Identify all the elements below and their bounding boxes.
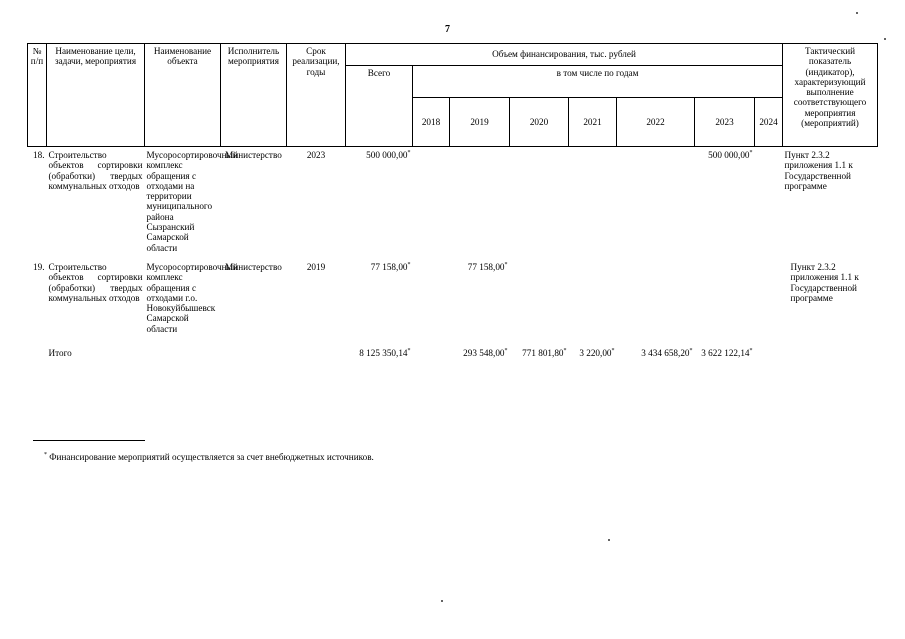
row-2018 (413, 259, 450, 345)
header-num: № п/п (28, 44, 47, 147)
row-indicator: Пункт 2.3.2 приложения 1.1 к Государственной программе (784, 150, 853, 191)
row-term: 2019 (306, 261, 326, 272)
total-2020: 771 801,80* (522, 347, 567, 358)
row-num: 18. (33, 150, 45, 160)
total-row (28, 345, 878, 367)
scan-speck (856, 12, 858, 14)
row-2021 (569, 259, 617, 345)
header-term: Срок реализации, годы (287, 44, 346, 147)
header-year-2022: 2022 (617, 98, 695, 147)
header-year-2019: 2019 (450, 98, 510, 147)
row-executor: Министерство (225, 150, 282, 160)
row-2020 (510, 147, 569, 259)
total-2021: 3 220,00* (579, 347, 615, 358)
row-num: 19. (33, 261, 45, 272)
row-2022 (617, 259, 695, 345)
header-year-2023: 2023 (695, 98, 755, 147)
table-header (28, 44, 878, 147)
table-row (28, 259, 878, 345)
header-year-2024: 2024 (755, 98, 783, 147)
row-2020 (510, 259, 569, 345)
header-year-2020: 2020 (510, 98, 569, 147)
header-by-years: в том числе по годам (413, 66, 783, 98)
header-total: Всего (346, 66, 413, 147)
total-all: 8 125 350,14* (359, 347, 411, 358)
total-2022: 3 434 658,20* (641, 347, 693, 358)
total-label: Итого (48, 347, 72, 358)
scan-speck (608, 539, 610, 541)
row-indicator: Пункт 2.3.2 приложения 1.1 к Государственной программе (790, 261, 859, 303)
table-row (28, 147, 878, 259)
row-object: Мусоросортировочный комплекс обращения с отходами г.о. Новокуйбышевск Самарской области (146, 261, 238, 334)
scan-speck (884, 38, 886, 40)
row-2023: 500 000,00* (708, 149, 753, 160)
row-2024 (755, 259, 783, 345)
header-funding: Объем финансирования, тыс. рублей (346, 44, 783, 66)
header-goal: Наименование цели, задачи, мероприятия (47, 44, 145, 147)
header-year-2018: 2018 (413, 98, 450, 147)
row-goal: Строительство объектов сортировки (обработки) твердых коммунальных отходов (48, 261, 143, 303)
row-2024 (755, 147, 783, 259)
total-2023: 3 622 122,14* (701, 347, 753, 358)
header-object: Наименование объекта (145, 44, 221, 147)
row-total: 500 000,00* (366, 149, 411, 160)
scan-speck (441, 600, 443, 602)
row-term: 2023 (306, 150, 326, 160)
row-object: Мусоросортировочный комплекс обращения с отходами на территории муниципального района Сызранский Самарской области (146, 150, 238, 253)
page-number: 7 (445, 24, 450, 35)
row-total: 77 158,00* (370, 261, 411, 272)
row-2023 (695, 259, 755, 345)
row-goal: Строительство объектов сортировки (обработки) твердых коммунальных отходов (48, 150, 143, 191)
row-2021 (569, 147, 617, 259)
footnote: * Финансирование мероприятий осуществляется за счет внебюджетных источников. (44, 451, 374, 462)
header-year-2021: 2021 (569, 98, 617, 147)
row-executor: Министерство (225, 261, 282, 272)
row-2019 (450, 147, 510, 259)
total-2019: 293 548,00* (463, 347, 508, 358)
row-2019: 77 158,00* (467, 261, 508, 272)
funding-table (27, 43, 878, 367)
header-indicator: Тактический показатель (индикатор), характеризующий выполнение соответствующего мероприятия (мероприятий) (783, 44, 878, 147)
row-2018 (413, 147, 450, 259)
footnote-separator (33, 440, 145, 441)
header-executor: Исполнитель мероприятия (221, 44, 287, 147)
row-2022 (617, 147, 695, 259)
